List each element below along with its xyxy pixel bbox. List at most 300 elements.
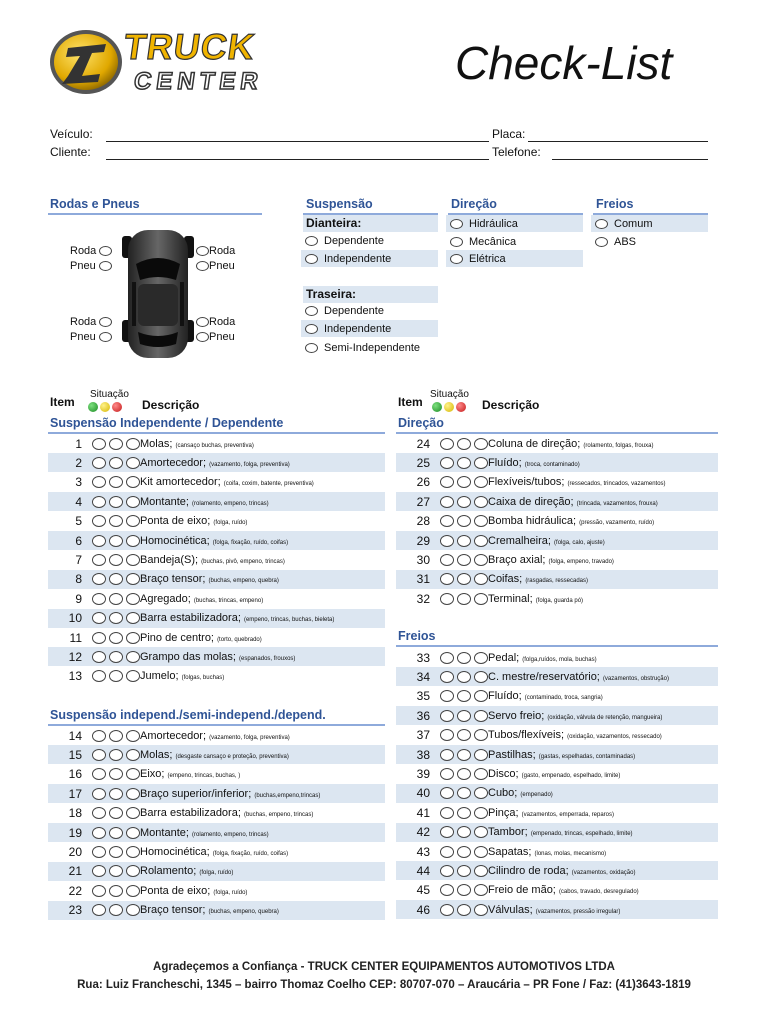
status-ok-radio[interactable] <box>92 515 106 527</box>
status-warning-radio[interactable] <box>109 438 123 450</box>
radio[interactable] <box>196 261 209 271</box>
checklist-row <box>48 784 385 803</box>
status-warning-radio[interactable] <box>109 496 123 508</box>
status-ok-radio[interactable] <box>92 846 106 858</box>
status-warning-radio[interactable] <box>457 904 471 916</box>
status-warning-radio[interactable] <box>457 768 471 780</box>
item-detail: (folga, fixação, ruído, coifas) <box>212 539 289 546</box>
status-ok-radio[interactable] <box>92 827 106 839</box>
status-warning-radio[interactable] <box>109 846 123 858</box>
item-number: 6 <box>75 533 82 548</box>
dianteira-option-independente[interactable] <box>301 250 438 267</box>
status-ok-radio[interactable] <box>440 476 454 488</box>
status-ok-radio[interactable] <box>440 690 454 702</box>
status-bad-radio[interactable] <box>126 670 140 682</box>
status-bad-radio[interactable] <box>474 535 488 547</box>
item-detail: (oxidação, vazamentos, ressecado) <box>567 734 662 741</box>
status-ok-radio[interactable] <box>92 670 106 682</box>
situacao-header: Situação <box>90 389 129 400</box>
status-ok-radio[interactable] <box>92 768 106 780</box>
status-warning-radio[interactable] <box>457 846 471 858</box>
pneu-label: Pneu <box>209 331 235 343</box>
item-detail: (rolamento, folgas, frouxa) <box>583 442 654 449</box>
item-detail: (folga, ruído) <box>213 520 248 527</box>
item-detail: (folga, fixação, ruído, coifas) <box>212 850 289 857</box>
item-description <box>488 476 666 488</box>
status-warning-radio[interactable] <box>457 476 471 488</box>
item-label: Fluído; <box>488 690 522 703</box>
item-number: 44 <box>416 863 430 878</box>
traseira-option-independente[interactable] <box>301 320 438 337</box>
item-number: 13 <box>68 669 82 684</box>
status-bad-radio[interactable] <box>126 768 140 780</box>
status-bad-radio[interactable] <box>126 885 140 897</box>
status-warning-radio[interactable] <box>109 554 123 566</box>
radio[interactable] <box>450 254 463 264</box>
status-warning-radio[interactable] <box>457 710 471 722</box>
status-bad-radio[interactable] <box>126 476 140 488</box>
item-label: Amortecedor; <box>140 729 207 742</box>
item-label: Pastilhas; <box>488 748 536 761</box>
item-number: 9 <box>75 591 82 606</box>
item-description <box>488 904 620 916</box>
direcao-box-title: Direção <box>451 197 497 211</box>
wheel-rear-left[interactable] <box>70 315 112 345</box>
status-bad-radio[interactable] <box>126 651 140 663</box>
status-bad-radio[interactable] <box>474 457 488 469</box>
red-light-icon <box>456 402 466 412</box>
checklist-row <box>396 784 718 803</box>
status-ok-radio[interactable] <box>92 651 106 663</box>
item-description <box>140 885 247 897</box>
checklist-row <box>48 589 385 608</box>
status-bad-radio[interactable] <box>474 729 488 741</box>
item-number: 36 <box>416 708 430 723</box>
radio[interactable] <box>196 332 209 342</box>
item-label: Sapatas; <box>488 845 532 858</box>
status-ok-radio[interactable] <box>92 593 106 605</box>
status-bad-radio[interactable] <box>474 671 488 683</box>
checklist-row <box>396 881 718 900</box>
item-label: Ponta de eixo; <box>140 884 211 897</box>
veiculo-label: Veículo: <box>50 127 93 141</box>
checklist-row <box>396 706 718 725</box>
status-warning-radio[interactable] <box>109 788 123 800</box>
status-bad-radio[interactable] <box>474 476 488 488</box>
status-bad-radio[interactable] <box>474 652 488 664</box>
status-ok-radio[interactable] <box>92 573 106 585</box>
status-ok-radio[interactable] <box>440 826 454 838</box>
radio[interactable] <box>196 246 209 256</box>
item-label: Tambor; <box>488 826 528 839</box>
radio[interactable] <box>196 317 209 327</box>
status-bad-radio[interactable] <box>474 690 488 702</box>
status-ok-radio[interactable] <box>92 612 106 624</box>
radio[interactable] <box>99 246 112 256</box>
status-ok-radio[interactable] <box>440 865 454 877</box>
status-warning-radio[interactable] <box>109 865 123 877</box>
status-ok-radio[interactable] <box>92 865 106 877</box>
dianteira-label: Dianteira: <box>306 216 362 230</box>
status-bad-radio[interactable] <box>126 749 140 761</box>
status-ok-radio[interactable] <box>440 768 454 780</box>
wheel-front-left[interactable] <box>70 244 112 274</box>
item-number: 2 <box>75 455 82 470</box>
status-ok-radio[interactable] <box>440 438 454 450</box>
status-warning-radio[interactable] <box>457 554 471 566</box>
item-detail: (ressecados, trincados, vazamentos) <box>567 481 666 488</box>
telefone-field[interactable] <box>552 159 708 160</box>
checklist-row <box>396 589 718 608</box>
item-label: Amortecedor; <box>140 456 207 469</box>
option-label: Comum <box>614 217 653 230</box>
status-warning-radio[interactable] <box>109 670 123 682</box>
traseira-option-dependente[interactable] <box>301 302 438 319</box>
status-bad-radio[interactable] <box>474 710 488 722</box>
item-description <box>488 826 633 838</box>
status-bad-radio[interactable] <box>126 788 140 800</box>
item-label: Válvulas; <box>488 903 533 916</box>
checklist-row <box>48 570 385 589</box>
status-bad-radio[interactable] <box>474 865 488 877</box>
status-ok-radio[interactable] <box>92 554 106 566</box>
status-bad-radio[interactable] <box>126 865 140 877</box>
status-radio-group <box>92 865 140 877</box>
status-ok-radio[interactable] <box>92 438 106 450</box>
status-ok-radio[interactable] <box>92 885 106 897</box>
status-ok-radio[interactable] <box>440 671 454 683</box>
footer-address: Rua: Luiz Francheschi, 1345 – bairro Thomaz Coelho CEP: 80707-070 – Araucária – PR Fone / Faz: (41)3643-1819 <box>77 979 691 991</box>
status-warning-radio[interactable] <box>457 671 471 683</box>
telefone-label: Telefone: <box>492 145 541 159</box>
option-label: Dependente <box>324 234 384 247</box>
status-bad-radio[interactable] <box>126 535 140 547</box>
dianteira-option-dependente[interactable] <box>301 232 438 249</box>
checklist-row <box>396 550 718 569</box>
status-ok-radio[interactable] <box>440 749 454 761</box>
item-detail: (vazamento, folga, preventiva) <box>209 461 290 468</box>
item-description <box>140 651 295 663</box>
checklist-row <box>48 726 385 745</box>
item-number: 23 <box>68 903 82 918</box>
checklist-row <box>396 648 718 667</box>
item-number: 25 <box>416 455 430 470</box>
status-warning-radio[interactable] <box>109 807 123 819</box>
checklist-row <box>396 434 718 453</box>
item-header: Item <box>398 395 423 409</box>
freios-option-abs[interactable] <box>591 233 708 250</box>
item-detail: (buchas, empeno, quebra) <box>208 578 279 585</box>
status-ok-radio[interactable] <box>92 496 106 508</box>
radio[interactable] <box>99 332 112 342</box>
direcao-option-mecanica[interactable] <box>446 233 583 250</box>
item-label: Jumelo; <box>140 670 179 683</box>
status-ok-radio[interactable] <box>440 846 454 858</box>
status-ok-radio[interactable] <box>92 904 106 916</box>
radio[interactable] <box>99 261 112 271</box>
radio[interactable] <box>595 219 608 229</box>
status-radio-group <box>92 554 140 566</box>
status-bad-radio[interactable] <box>126 515 140 527</box>
radio[interactable] <box>305 306 318 316</box>
status-bad-radio[interactable] <box>474 884 488 896</box>
status-warning-radio[interactable] <box>457 749 471 761</box>
status-bad-radio[interactable] <box>126 730 140 742</box>
status-bad-radio[interactable] <box>474 573 488 585</box>
status-bad-radio[interactable] <box>126 554 140 566</box>
item-number: 27 <box>416 494 430 509</box>
status-ok-radio[interactable] <box>92 457 106 469</box>
status-warning-radio[interactable] <box>457 652 471 664</box>
item-description <box>140 749 289 761</box>
direcao-option-hidraulica[interactable] <box>446 215 583 232</box>
status-warning-radio[interactable] <box>457 826 471 838</box>
status-warning-radio[interactable] <box>109 885 123 897</box>
status-ok-radio[interactable] <box>440 515 454 527</box>
checklist-row <box>396 492 718 511</box>
status-ok-radio[interactable] <box>92 632 106 644</box>
item-number: 46 <box>416 902 430 917</box>
item-detail: (vazamento, folga, preventiva) <box>209 734 290 741</box>
status-radio-group <box>440 496 488 508</box>
item-label: Kit amortecedor; <box>140 476 221 489</box>
checklist-row <box>48 804 385 823</box>
status-warning-radio[interactable] <box>109 904 123 916</box>
item-label: Barra estabilizadora; <box>140 612 241 625</box>
checklist-row <box>396 842 718 861</box>
status-warning-radio[interactable] <box>457 690 471 702</box>
status-bad-radio[interactable] <box>474 846 488 858</box>
status-warning-radio[interactable] <box>109 749 123 761</box>
traffic-light-icon <box>88 402 122 412</box>
status-bad-radio[interactable] <box>474 749 488 761</box>
section-divider <box>396 645 718 647</box>
item-label: Braço tensor; <box>140 904 206 917</box>
status-radio-group <box>92 515 140 527</box>
wheel-rear-right[interactable] <box>196 315 235 345</box>
item-number: 17 <box>68 786 82 801</box>
status-bad-radio[interactable] <box>474 826 488 838</box>
status-warning-radio[interactable] <box>109 730 123 742</box>
status-warning-radio[interactable] <box>109 573 123 585</box>
status-warning-radio[interactable] <box>109 612 123 624</box>
item-detail: (buchas, empeno, trincas) <box>243 812 314 819</box>
item-description <box>140 807 313 819</box>
status-warning-radio[interactable] <box>109 515 123 527</box>
status-radio-group <box>92 651 140 663</box>
status-ok-radio[interactable] <box>440 807 454 819</box>
item-description <box>488 573 588 585</box>
item-detail: (folga, ruído) <box>213 889 248 896</box>
checklist-row <box>396 687 718 706</box>
item-description <box>488 652 597 664</box>
status-warning-radio[interactable] <box>109 476 123 488</box>
item-label: Bomba hidráulica; <box>488 515 577 528</box>
status-bad-radio[interactable] <box>126 573 140 585</box>
veiculo-field[interactable] <box>106 141 489 142</box>
checklist-row <box>48 512 385 531</box>
item-detail: (rasgadas, ressecadas) <box>525 578 589 585</box>
status-bad-radio[interactable] <box>126 846 140 858</box>
item-label: Coluna de direção; <box>488 437 581 450</box>
status-bad-radio[interactable] <box>126 612 140 624</box>
status-bad-radio[interactable] <box>474 554 488 566</box>
status-ok-radio[interactable] <box>440 729 454 741</box>
status-warning-radio[interactable] <box>109 457 123 469</box>
status-warning-radio[interactable] <box>457 496 471 508</box>
status-ok-radio[interactable] <box>440 884 454 896</box>
item-description <box>488 438 653 450</box>
item-number: 38 <box>416 747 430 762</box>
item-detail: (trincada, vazamentos, frouxa) <box>576 500 658 507</box>
status-radio-group <box>92 749 140 761</box>
status-ok-radio[interactable] <box>440 652 454 664</box>
item-label: Molas; <box>140 437 173 450</box>
status-ok-radio[interactable] <box>92 788 106 800</box>
status-warning-radio[interactable] <box>457 865 471 877</box>
item-label: Flexíveis/tubos; <box>488 476 565 489</box>
checklist-row <box>396 473 718 492</box>
status-bad-radio[interactable] <box>126 496 140 508</box>
placa-label: Placa: <box>492 127 526 141</box>
checklist-row <box>396 570 718 589</box>
direcao-option-eletrica[interactable] <box>446 250 583 267</box>
status-warning-radio[interactable] <box>457 787 471 799</box>
radio[interactable] <box>305 254 318 264</box>
status-warning-radio[interactable] <box>457 438 471 450</box>
status-radio-group <box>440 729 488 741</box>
item-description <box>488 515 654 527</box>
radio[interactable] <box>99 317 112 327</box>
status-bad-radio[interactable] <box>126 438 140 450</box>
item-detail: (contaminado, troca, sangria) <box>524 695 603 702</box>
checklist-row <box>48 531 385 550</box>
section-title-susp-ind: Suspensão Independente / Dependente <box>50 416 284 430</box>
checklist-row <box>48 823 385 842</box>
status-ok-radio[interactable] <box>92 807 106 819</box>
status-bad-radio[interactable] <box>126 904 140 916</box>
checklist-row <box>48 765 385 784</box>
item-description <box>140 535 288 547</box>
checklist-row <box>48 453 385 472</box>
status-warning-radio[interactable] <box>457 457 471 469</box>
checklist-row <box>396 861 718 880</box>
item-detail: (folga, guarda pó) <box>535 597 584 604</box>
traseira-option-semi-independente[interactable] <box>301 339 438 356</box>
item-description <box>140 496 269 508</box>
status-warning-radio[interactable] <box>109 593 123 605</box>
item-number: 43 <box>416 844 430 859</box>
status-bad-radio[interactable] <box>126 807 140 819</box>
item-detail: (lonas, molas, mecanismo) <box>534 850 607 857</box>
checklist-row <box>396 453 718 472</box>
status-warning-radio[interactable] <box>457 593 471 605</box>
item-number: 12 <box>68 649 82 664</box>
status-ok-radio[interactable] <box>440 496 454 508</box>
cliente-field[interactable] <box>106 159 489 160</box>
item-label: Braço axial; <box>488 553 546 566</box>
status-radio-group <box>440 573 488 585</box>
status-ok-radio[interactable] <box>92 535 106 547</box>
status-ok-radio[interactable] <box>440 573 454 585</box>
status-ok-radio[interactable] <box>92 476 106 488</box>
status-warning-radio[interactable] <box>457 807 471 819</box>
status-ok-radio[interactable] <box>440 904 454 916</box>
status-bad-radio[interactable] <box>474 787 488 799</box>
status-warning-radio[interactable] <box>109 651 123 663</box>
item-detail: (pressão, vazamento, ruído) <box>579 520 655 527</box>
radio[interactable] <box>305 236 318 246</box>
item-description <box>140 768 240 780</box>
status-bad-radio[interactable] <box>474 904 488 916</box>
item-detail: (folga, calo, ajuste) <box>554 539 605 546</box>
status-warning-radio[interactable] <box>457 729 471 741</box>
status-warning-radio[interactable] <box>457 535 471 547</box>
status-ok-radio[interactable] <box>440 457 454 469</box>
status-bad-radio[interactable] <box>126 632 140 644</box>
status-warning-radio[interactable] <box>457 573 471 585</box>
status-ok-radio[interactable] <box>440 554 454 566</box>
status-ok-radio[interactable] <box>440 535 454 547</box>
wheel-front-right[interactable] <box>196 244 235 274</box>
status-ok-radio[interactable] <box>92 749 106 761</box>
status-warning-radio[interactable] <box>109 768 123 780</box>
page-title: Check-List <box>455 37 673 89</box>
status-bad-radio[interactable] <box>474 438 488 450</box>
checklist-row <box>48 667 385 686</box>
item-label: Eixo; <box>140 768 165 781</box>
status-warning-radio[interactable] <box>457 884 471 896</box>
radio[interactable] <box>450 237 463 247</box>
status-warning-radio[interactable] <box>109 632 123 644</box>
status-bad-radio[interactable] <box>474 496 488 508</box>
radio[interactable] <box>305 343 318 353</box>
yellow-light-icon <box>444 402 454 412</box>
freios-option-comum[interactable] <box>591 215 708 232</box>
status-bad-radio[interactable] <box>126 593 140 605</box>
status-bad-radio[interactable] <box>126 457 140 469</box>
status-radio-group <box>92 768 140 780</box>
status-warning-radio[interactable] <box>109 535 123 547</box>
item-detail: (empeno, trincas, buchas, ) <box>167 773 241 780</box>
item-description <box>140 457 290 469</box>
status-bad-radio[interactable] <box>474 807 488 819</box>
item-number: 21 <box>68 864 82 879</box>
status-ok-radio[interactable] <box>440 787 454 799</box>
item-description <box>140 865 233 877</box>
status-radio-group <box>440 476 488 488</box>
status-ok-radio[interactable] <box>440 710 454 722</box>
status-warning-radio[interactable] <box>109 827 123 839</box>
radio[interactable] <box>450 219 463 229</box>
item-number: 31 <box>416 572 430 587</box>
rodas-title: Rodas e Pneus <box>50 197 140 211</box>
status-ok-radio[interactable] <box>440 593 454 605</box>
status-bad-radio[interactable] <box>474 515 488 527</box>
status-bad-radio[interactable] <box>126 827 140 839</box>
status-bad-radio[interactable] <box>474 593 488 605</box>
radio[interactable] <box>595 237 608 247</box>
situacao-header: Situação <box>430 389 469 400</box>
status-warning-radio[interactable] <box>457 515 471 527</box>
checklist-row <box>48 492 385 511</box>
radio[interactable] <box>305 324 318 334</box>
traseira-label: Traseira: <box>306 287 357 301</box>
status-ok-radio[interactable] <box>92 730 106 742</box>
placa-field[interactable] <box>528 141 708 142</box>
status-radio-group <box>92 573 140 585</box>
status-bad-radio[interactable] <box>474 768 488 780</box>
